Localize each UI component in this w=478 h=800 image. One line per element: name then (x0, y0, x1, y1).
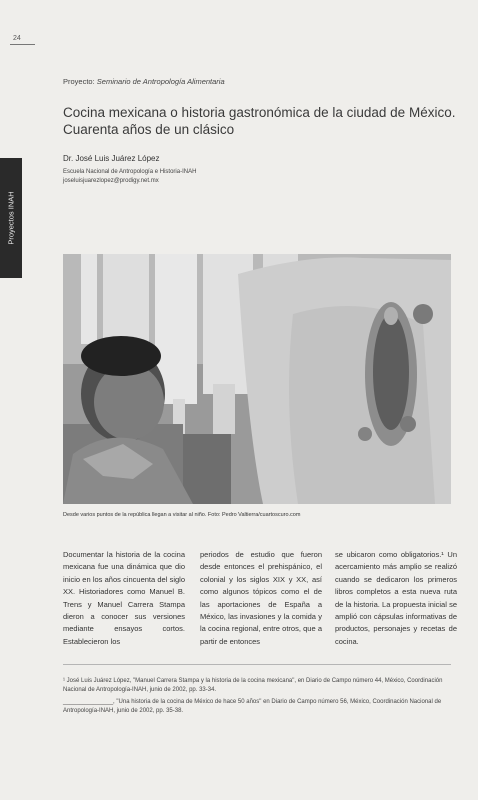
footnote-2: _______________, "Una historia de la cocina de México de hace 50 años" en Diario de Campo número 56, México, Coordinación Nacional de Antropología-INAH, junio de 2002, pp. 35-38. (63, 699, 442, 714)
page-number-rule (10, 44, 35, 45)
article-author: Dr. José Luis Juárez López (63, 154, 160, 163)
author-affiliation: Escuela Nacional de Antropología e Historia-INAH (63, 169, 197, 175)
footnote-divider (63, 664, 451, 665)
section-side-tab (0, 158, 22, 278)
author-email: joseluisjuarezlopez@prodigy.net.mx (63, 178, 159, 184)
page-number: 24 (13, 35, 21, 42)
photo-illustration (63, 254, 451, 504)
kicker-prefix: Proyecto: (63, 77, 95, 86)
project-kicker (63, 77, 225, 86)
article-title: Cocina mexicana o historia gastronómica de la ciudad de México. Cuarenta años de un clásico (63, 105, 456, 137)
article-photo (63, 254, 451, 504)
body-column-2: periodos de estudio que fueron desde entonces el prehispánico, el colonial y los siglos XIX y XX, así como algunos tópicos como el de las aportaciones de España a México, las invasiones y la comida y la cocina regional, entre otros, que a partir de entonces (200, 550, 322, 646)
photo-caption: Desde varios puntos de la república llegan a visitar al niño. Foto: Pedro Valtierra/cuartoscuro.com (63, 512, 301, 518)
body-column-3: se ubicaron como obligatorios.¹ Un acercamiento más amplio se realizó cuando se dedicaron los primeros libros completos a esta nueva ruta de la historia. La propuesta inicial se amplió con cápsulas informativas de productos, personajes y recetas de cocina. (335, 550, 457, 646)
author-affiliation-block (63, 168, 196, 186)
side-tab-label: Proyectos INAH (6, 191, 16, 245)
footnote-1: ¹ José Luis Juárez López, "Manuel Carrera Stampa y la historia de la cocina mexicana", en Diario de Campo número 44, México, Coordinación Nacional de Antropología-INAH, junio de 2002, pp. 33-34. (63, 678, 443, 693)
body-column-1: Documentar la historia de la cocina mexicana fue una dinámica que dio inicio en los años cincuenta del siglo XX. Historiadores como Manuel B. Trens y Manuel Carrera Stampa dieron a conocer sus versiones mediante ensayos cortos. Establecieron los (63, 550, 185, 646)
kicker-project: Seminario de Antropología Alimentaria (96, 77, 225, 86)
